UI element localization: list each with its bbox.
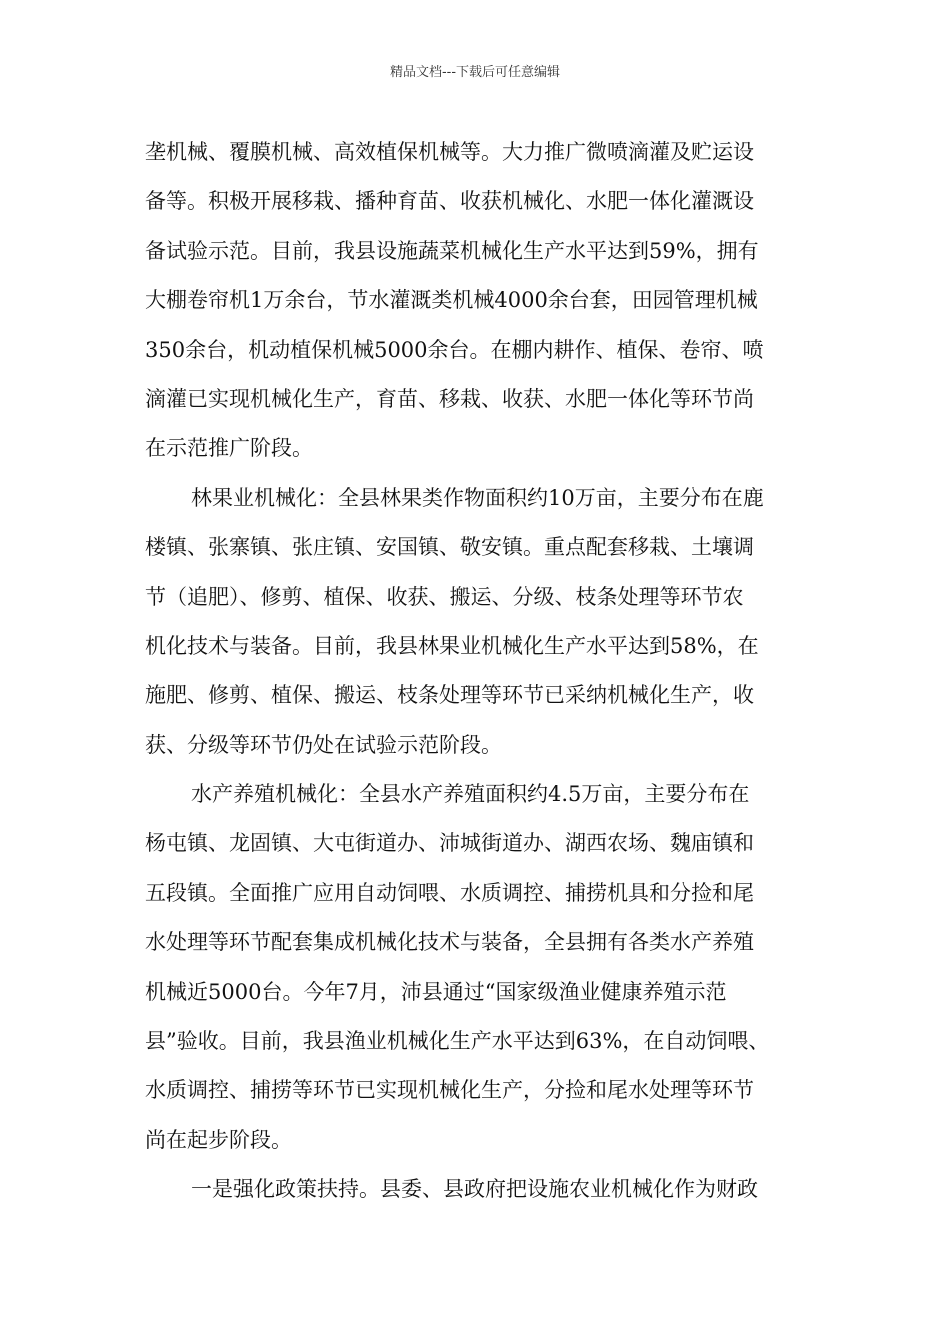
page-header: 精品文档---下载后可任意编辑 xyxy=(389,65,561,80)
text-line: 机化技术与装备。目前，我县林果业机械化生产水平达到58%，在 xyxy=(145,633,759,658)
text-line: 备试验示范。目前，我县设施蔬菜机械化生产水平达到59%，拥有 xyxy=(145,238,759,263)
text-line: 施肥、修剪、植保、搬运、枝条处理等环节已采纳机械化生产，收 xyxy=(145,683,754,708)
paragraph-start-line: 林果业机械化：全县林果类作物面积约10万亩，主要分布在鹿 xyxy=(191,485,764,510)
text-line: 县”验收。目前，我县渔业机械化生产水平达到63%，在自动饲喂、 xyxy=(145,1029,770,1054)
text-line: 350余台，机动植保机械5000余台。在棚内耕作、植保、卷帘、喷 xyxy=(145,337,764,362)
text-line: 大棚卷帘机1万余台，节水灌溉类机械4000余台套，田园管理机械 xyxy=(145,288,758,313)
text-line: 备等。积极开展移栽、播种育苗、收获机械化、水肥一体化灌溉设 xyxy=(145,189,754,214)
text-line: 尚在起步阶段。 xyxy=(145,1127,292,1152)
text-line: 楼镇、张寨镇、张庄镇、安国镇、敬安镇。重点配套移栽、土壤调 xyxy=(145,535,754,560)
text-line: 水处理等环节配套集成机械化技术与装备，全县拥有各类水产养殖 xyxy=(145,930,754,955)
text-line: 水质调控、捕捞等环节已实现机械化生产，分捡和尾水处理等环节 xyxy=(145,1078,754,1103)
text-line: 获、分级等环节仍处在试验示范阶段。 xyxy=(145,732,502,757)
text-line: 五段镇。全面推广应用自动饲喂、水质调控、捕捞机具和分捡和尾 xyxy=(145,880,754,905)
text-line: 杨屯镇、龙固镇、大屯街道办、沛城街道办、湖西农场、魏庙镇和 xyxy=(145,831,754,856)
text-line: 滴灌已实现机械化生产，育苗、移栽、收获、水肥一体化等环节尚 xyxy=(145,386,754,411)
document-body xyxy=(145,128,810,1215)
paragraph-start-line: 一是强化政策扶持。县委、县政府把设施农业机械化作为财政 xyxy=(191,1177,758,1202)
text-line: 节（追肥）、修剪、植保、收获、搬运、分级、枝条处理等环节农 xyxy=(145,584,744,609)
text-line: 机械近5000台。今年7月，沛县通过“国家级渔业健康养殖示范 xyxy=(145,979,727,1004)
text-line: 在示范推广阶段。 xyxy=(145,436,313,461)
text-line: 垄机械、覆膜机械、高效植保机械等。大力推广微喷滴灌及贮运设 xyxy=(145,140,754,164)
paragraph-start-line: 水产养殖机械化：全县水产养殖面积约4.5万亩，主要分布在 xyxy=(191,782,750,807)
